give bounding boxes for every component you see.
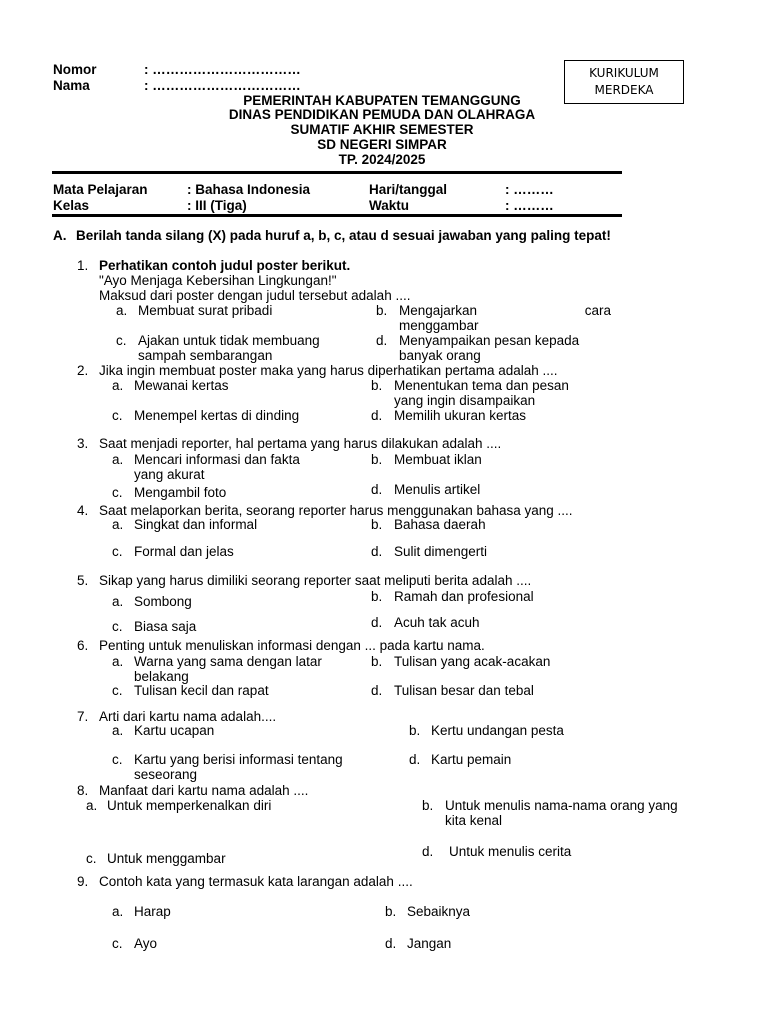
title-line-4: SD NEGERI SIMPAR [317, 137, 447, 152]
q3-option-c: Mengambil foto [134, 485, 227, 500]
q4-option-d: Sulit dimengerti [394, 544, 488, 559]
q6-text: Penting untuk menuliskan informasi dengan ... pada kartu nama. [99, 638, 485, 653]
q9-option-a: Harap [134, 904, 171, 919]
title-line-5: TP. 2024/2025 [338, 152, 426, 167]
q9-option-b: Sebaiknya [407, 904, 471, 919]
q1-option-d-line2: banyak orang [399, 348, 481, 363]
q3-option-a-line1: Mencari informasi dan fakta [134, 452, 300, 467]
q8-a-letter: a. [86, 798, 98, 813]
q5-d-letter: d. [371, 615, 383, 630]
q3-c-letter: c. [112, 485, 123, 500]
q5-c-letter: c. [112, 619, 123, 634]
q7-c-letter: c. [112, 752, 123, 767]
q3-b-letter: b. [371, 452, 383, 467]
q2-option-c: Menempel kertas di dinding [134, 408, 300, 423]
q1-option-c-line2: sampah sembarangan [138, 348, 273, 363]
q2-number: 2. [77, 363, 89, 378]
q8-number: 8. [77, 783, 89, 798]
q6-option-b: Tulisan yang acak-acakan [394, 654, 551, 669]
q5-option-b: Ramah dan profesional [394, 589, 534, 604]
q5-text: Sikap yang harus dimiliki seorang reporter saat meliputi berita adalah .... [99, 573, 532, 588]
q1-option-b-word2: cara [584, 303, 611, 318]
q8-option-b-line1: Untuk menulis nama-nama orang yang [445, 798, 678, 813]
q8-option-b-line2: kita kenal [445, 813, 503, 828]
time-label: Waktu [369, 198, 409, 213]
q2-d-letter: d. [371, 408, 383, 423]
nama-value: : …………………………… [144, 78, 301, 93]
q8-text: Manfaat dari kartu nama adalah .... [99, 783, 309, 798]
q9-option-d: Jangan [407, 936, 452, 951]
q2-a-letter: a. [112, 378, 124, 393]
q5-b-letter: b. [371, 589, 383, 604]
title-line-1: PEMERINTAH KABUPATEN TEMANGGUNG [243, 93, 521, 108]
subject-label: Mata Pelajaran [53, 182, 148, 197]
q9-a-letter: a. [112, 904, 124, 919]
day-label: Hari/tanggal [369, 182, 448, 197]
q3-option-d: Menulis artikel [394, 482, 481, 497]
q6-b-letter: b. [371, 654, 383, 669]
title-line-2: DINAS PENDIDIKAN PEMUDA DAN OLAHRAGA [228, 107, 536, 122]
q9-text: Contoh kata yang termasuk kata larangan adalah .... [99, 874, 413, 889]
q2-option-b-line2: yang ingin disampaikan [394, 393, 536, 408]
q7-a-letter: a. [112, 723, 124, 738]
q4-c-letter: c. [112, 544, 123, 559]
q1-text-line1: Perhatikan contoh judul poster berikut. [99, 258, 351, 273]
q7-option-b: Kertu undangan pesta [431, 723, 564, 738]
q7-option-c-line1: Kartu yang berisi informasi tentang [134, 752, 343, 767]
q9-number: 9. [77, 874, 89, 889]
q2-text: Jika ingin membuat poster maka yang harus diperhatikan pertama adalah .... [99, 363, 558, 378]
q8-option-a: Untuk memperkenalkan diri [107, 798, 272, 813]
q1-option-a: Membuat surat pribadi [138, 303, 273, 318]
q6-c-letter: c. [112, 683, 123, 698]
q6-a-letter: a. [112, 654, 124, 669]
q6-d-letter: d. [371, 683, 383, 698]
q1-text-line2: "Ayo Menjaga Kebersihan Lingkungan!" [99, 273, 337, 288]
q2-c-letter: c. [112, 408, 123, 423]
nama-label: Nama [53, 78, 90, 93]
header-divider-top [52, 171, 622, 174]
q2-b-letter: b. [371, 378, 383, 393]
q8-c-letter: c. [86, 851, 97, 866]
q2-option-b-line1: Menentukan tema dan pesan [394, 378, 569, 393]
q7-text: Arti dari kartu nama adalah.... [99, 709, 277, 724]
q1-option-b-line1 [399, 303, 611, 318]
q9-c-letter: c. [112, 936, 123, 951]
q9-option-c: Ayo [134, 936, 158, 951]
day-value: : ……… [505, 182, 554, 197]
q5-number: 5. [77, 573, 89, 588]
q5-option-d: Acuh tak acuh [394, 615, 480, 630]
curriculum-line1: KURIKULUM [589, 66, 659, 80]
q3-text: Saat menjadi reporter, hal pertama yang harus dilakukan adalah .... [99, 436, 502, 451]
q5-a-letter: a. [112, 594, 124, 609]
q4-option-c: Formal dan jelas [134, 544, 234, 559]
q9-d-letter: d. [385, 936, 397, 951]
q6-option-d: Tulisan besar dan tebal [394, 683, 534, 698]
q1-option-d-line1: Menyampaikan pesan kepada [399, 333, 580, 348]
q4-b-letter: b. [371, 517, 383, 532]
q7-b-letter: b. [409, 723, 421, 738]
q7-number: 7. [77, 709, 89, 724]
q7-option-c-line2: seseorang [134, 767, 198, 782]
nomor-label: Nomor [53, 62, 97, 77]
class-label: Kelas [53, 198, 90, 213]
q1-d-letter: d. [376, 333, 388, 348]
q2-option-a: Mewanai kertas [134, 378, 229, 393]
q3-option-a-line2: yang akurat [134, 467, 205, 482]
q8-b-letter: b. [422, 798, 434, 813]
q4-number: 4. [77, 503, 89, 518]
nomor-value: : …………………………… [144, 62, 301, 77]
time-value: : ……… [505, 198, 554, 213]
q4-option-a: Singkat dan informal [134, 517, 258, 532]
q4-option-b: Bahasa daerah [394, 517, 486, 532]
q9-b-letter: b. [385, 904, 397, 919]
q7-option-d: Kartu pemain [431, 752, 512, 767]
q3-d-letter: d. [371, 482, 383, 497]
q4-a-letter: a. [112, 517, 124, 532]
q1-option-b-line2: menggambar [399, 318, 479, 333]
subject-value: : Bahasa Indonesia [187, 182, 311, 197]
q4-d-letter: d. [371, 544, 383, 559]
q6-option-a-line2: belakang [134, 669, 189, 684]
q8-option-d: Untuk menulis cerita [449, 844, 572, 859]
q1-text-line3: Maksud dari poster dengan judul tersebut adalah .... [99, 288, 411, 303]
q8-option-c: Untuk menggambar [107, 851, 226, 866]
q2-option-d: Memilih ukuran kertas [394, 408, 527, 423]
q1-c-letter: c. [116, 333, 127, 348]
q6-number: 6. [77, 638, 89, 653]
class-value: : III (Tiga) [187, 198, 247, 213]
q8-d-letter: d. [422, 844, 434, 859]
q3-number: 3. [77, 436, 89, 451]
q5-option-a: Sombong [134, 594, 192, 609]
q5-option-c: Biasa saja [134, 619, 197, 634]
section-instruction: Berilah tanda silang (X) pada huruf a, b, c, atau d sesuai jawaban yang paling tepat! [76, 228, 611, 243]
curriculum-line2: MERDEKA [594, 83, 654, 97]
q3-option-b: Membuat iklan [394, 452, 482, 467]
title-line-3: SUMATIF AKHIR SEMESTER [290, 122, 474, 137]
q1-b-letter: b. [376, 303, 388, 318]
q1-number: 1. [77, 258, 89, 273]
q4-text: Saat melaporkan berita, seorang reporter harus menggunakan bahasa yang .... [99, 503, 573, 518]
header-divider-bottom [52, 214, 622, 217]
q1-option-c-line1: Ajakan untuk tidak membuang [138, 333, 320, 348]
q3-a-letter: a. [112, 452, 124, 467]
q6-option-c: Tulisan kecil dan rapat [134, 683, 269, 698]
section-letter: A. [53, 228, 67, 243]
q7-option-a: Kartu ucapan [134, 723, 215, 738]
q1-a-letter: a. [116, 303, 128, 318]
q6-option-a-line1: Warna yang sama dengan latar [134, 654, 322, 669]
q7-d-letter: d. [409, 752, 421, 767]
q1-option-b-word1: Mengajarkan [399, 303, 478, 318]
